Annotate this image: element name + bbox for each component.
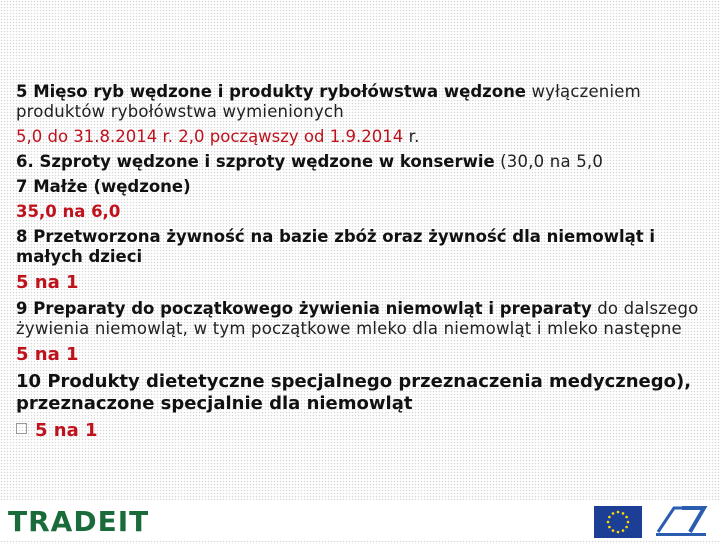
item-7-title: 7 Małże (wędzone) [16,177,191,196]
item-8-limit-values: 5 na 1 [16,272,79,293]
slide-content [16,82,706,442]
eu-flag-icon [594,506,642,538]
item-9-description: do dalszego żywienia niemowląt, w tym początkowe mleko dla niemowląt i mleko następne [16,299,699,338]
item-6-title: 6. Szproty wędzone i szproty wędzone w konserwie [16,152,495,171]
item-5-limit-suffix: r. [403,127,420,146]
item-10-limits [16,420,706,442]
item-5-title: 5 Mięso ryb wędzone i produkty rybołówstwa wędzone [16,82,527,101]
item-10-limit-values: 5 na 1 [35,420,98,441]
tradeit-logo [8,505,148,537]
item-9-preparaty [16,299,706,339]
item-10-title: 10 Produkty dietetyczne specjalnego przeznaczenia medycznego), przeznaczone specjalnie dla niemowląt [16,371,692,414]
item-8-title: 8 Przetworzona żywność na bazie zbóż oraz żywność dla niemowląt i małych dzieci [16,227,656,266]
item-7-limit-values: 35,0 na 6,0 [16,202,121,221]
item-6-szproty [16,152,706,172]
item-5-limit-values: 5,0 do 31.8.2014 r. 2,0 począwszy od 1.9.2014 [16,127,404,146]
item-8-limits [16,272,706,294]
item-9-limit-values: 5 na 1 [16,344,79,365]
item-5-mieso-ryb [16,82,706,122]
tradeit-logo-icon [8,505,148,537]
item-8-zywnosc-zboza [16,227,706,267]
item-10-produkty-dietetyczne [16,371,706,415]
item-7-malze [16,177,706,197]
tradeit-logo-text: TRADEIT [8,505,148,537]
item-6-limit: (30,0 na 5,0 [494,152,604,171]
bullet-icon [16,423,27,434]
item-5-limits [16,127,706,147]
item-9-title: 9 Preparaty do początkowego żywienia niemowląt i preparaty [16,299,592,318]
item-5-description: wyłączeniem produktów rybołówstwa wymienionych [16,82,641,121]
fp7-logo-icon [652,502,710,538]
item-9-limits [16,344,706,366]
item-7-limits [16,202,706,222]
